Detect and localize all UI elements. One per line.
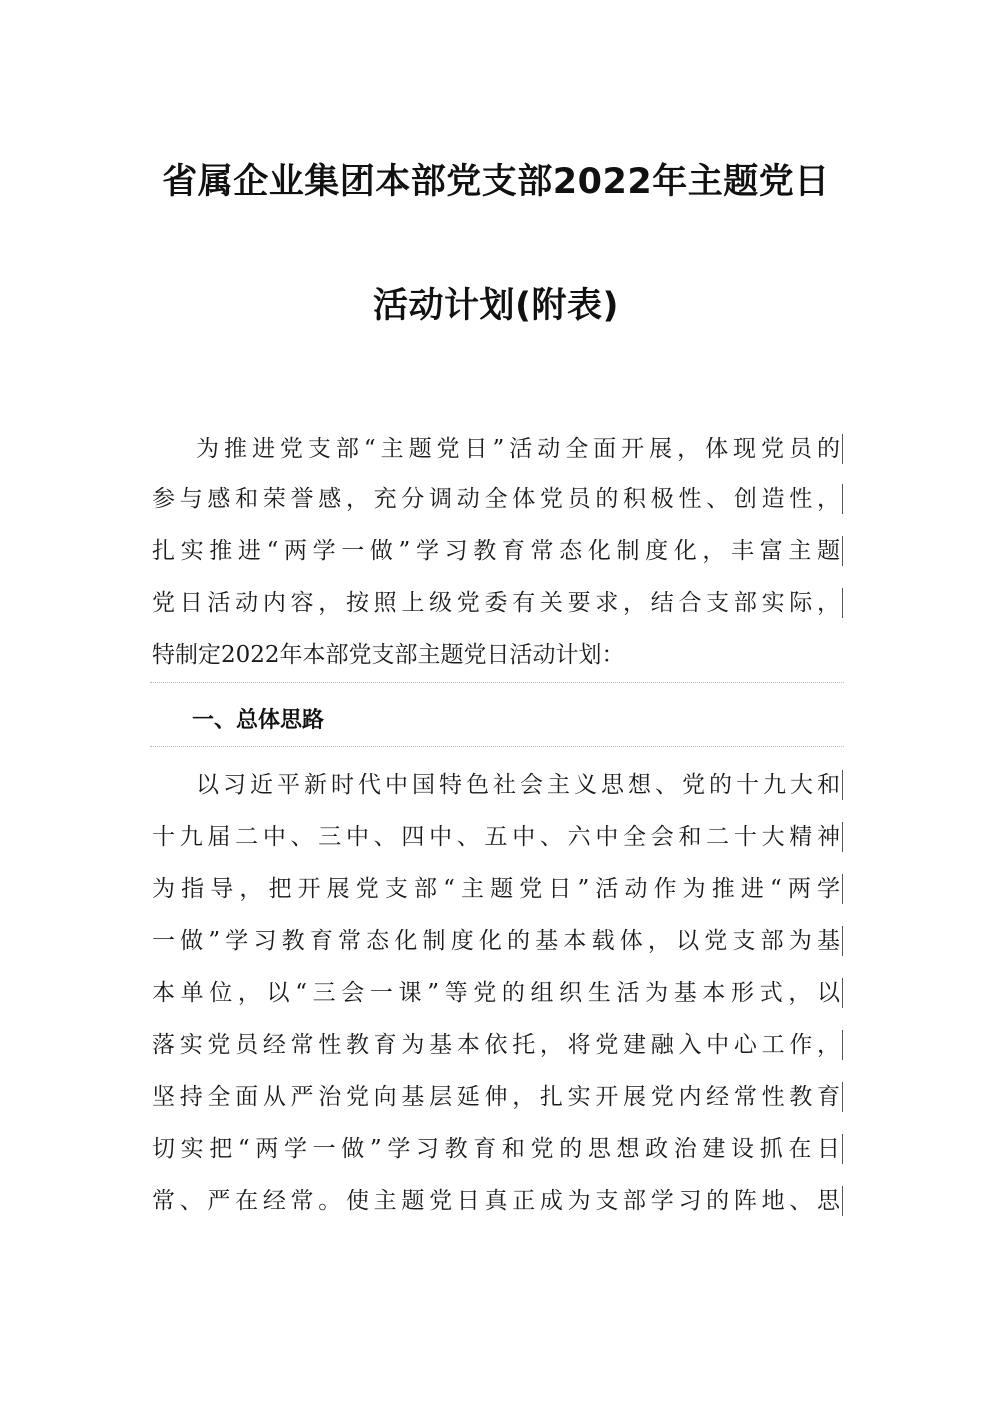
margin-mark xyxy=(842,484,843,514)
margin-mark xyxy=(842,926,843,956)
section1-line-5: 本单位，以“三会一课”等党的组织生活为基本形式，以 xyxy=(152,980,840,1006)
margin-mark xyxy=(842,588,843,618)
section1-line-6: 落实党员经常性教育为基本依托，将党建融入中心工作， xyxy=(152,1032,840,1058)
document-title-line-1: 省属企业集团本部党支部2022年主题党日 xyxy=(162,162,830,202)
section1-line-4: 一做”学习教育常态化制度化的基本载体，以党支部为基 xyxy=(152,928,840,954)
margin-mark xyxy=(842,536,843,566)
document-title-line-2: 活动计划(附表) xyxy=(373,286,619,326)
intro-line-5: 特制定2022年本部党支部主题党日活动计划： xyxy=(152,642,625,668)
intro-line-2: 参与感和荣誉感，充分调动全体党员的积极性、创造性， xyxy=(152,486,840,512)
margin-mark xyxy=(842,1186,843,1216)
section1-line-9: 常、严在经常。使主题党日真正成为支部学习的阵地、思 xyxy=(152,1188,840,1214)
margin-mark xyxy=(842,1082,843,1112)
section1-line-2: 十九届二中、三中、四中、五中、六中全会和二十大精神 xyxy=(152,824,840,850)
intro-line-4: 党日活动内容，按照上级党委有关要求，结合支部实际， xyxy=(152,590,840,616)
margin-mark xyxy=(842,1134,843,1164)
margin-mark xyxy=(842,978,843,1008)
intro-line-1: 为推进党支部“主题党日”活动全面开展，体现党员的 xyxy=(196,436,840,462)
margin-mark xyxy=(842,770,843,800)
intro-line-3: 扎实推进“两学一做”学习教育常态化制度化，丰富主题 xyxy=(152,538,840,564)
margin-mark xyxy=(842,434,843,464)
paragraph-rule xyxy=(150,682,844,683)
paragraph-rule xyxy=(150,746,844,747)
section-heading-1: 一、总体思路 xyxy=(192,708,325,733)
margin-mark xyxy=(842,1030,843,1060)
section1-line-8: 切实把“两学一做”学习教育和党的思想政治建设抓在日 xyxy=(152,1136,840,1162)
margin-mark xyxy=(842,822,843,852)
section1-line-1: 以习近平新时代中国特色社会主义思想、党的十九大和 xyxy=(196,772,840,798)
section1-line-3: 为指导，把开展党支部“主题党日”活动作为推进“两学 xyxy=(152,876,840,902)
margin-mark xyxy=(842,874,843,904)
section1-line-7: 坚持全面从严治党向基层延伸，扎实开展党内经常性教育 xyxy=(152,1084,840,1110)
